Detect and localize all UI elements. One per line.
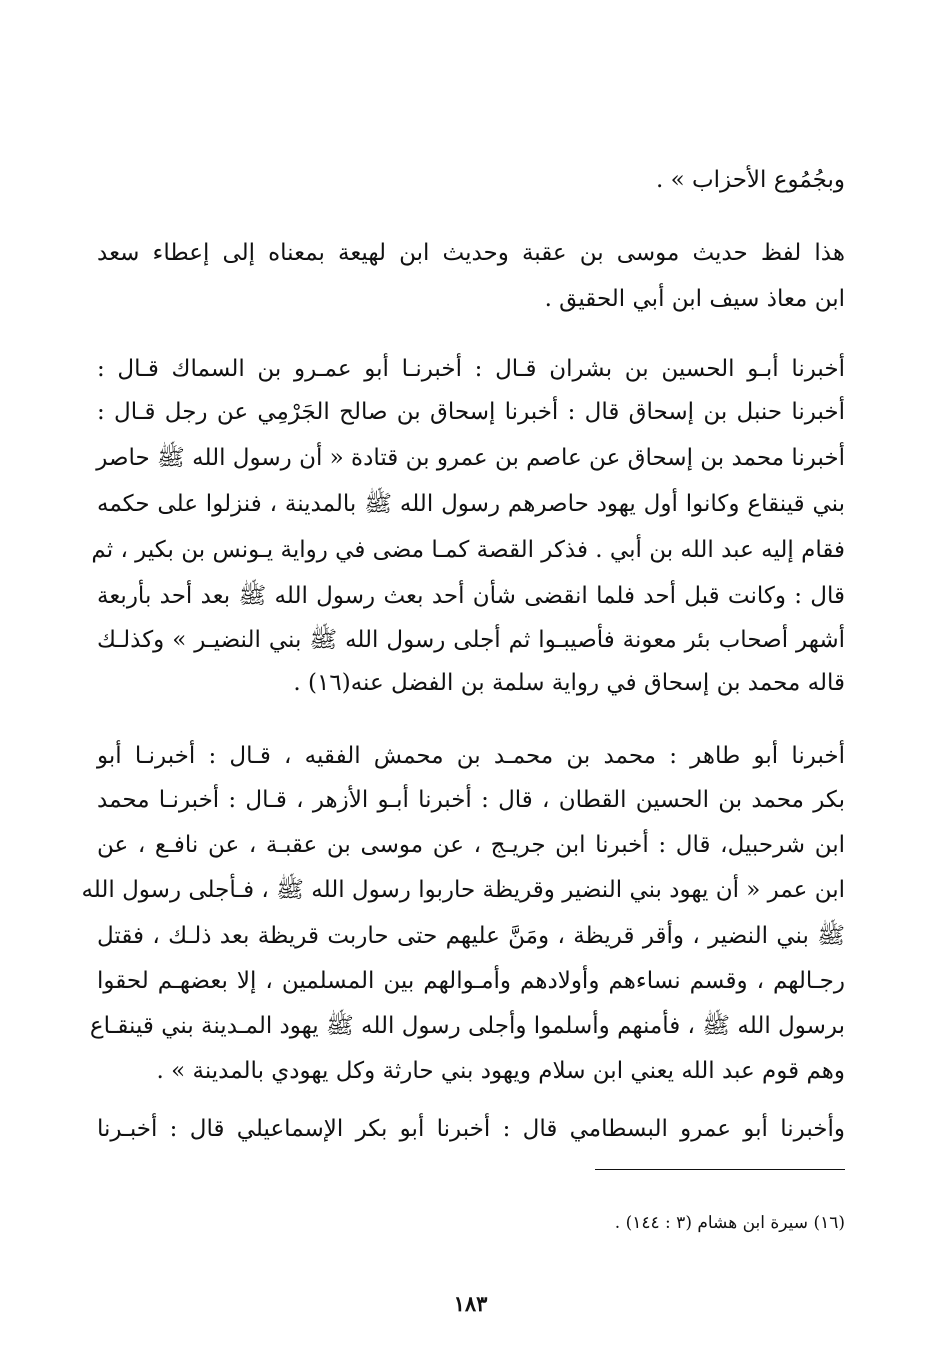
text-line: ابن عمر « أن يهود بني النضير وقريظة حاربوا رسول الله ﷺ ، فـأجلى رسول الله <box>81 877 845 903</box>
text-line: ﷺ بني النضير ، وأقر قريظة ، ومَنَّ عليهم حتى حاربت قريظة بعد ذلـك ، فقتل <box>97 923 845 949</box>
text-line: هذا لفظ حديث موسى بن عقبة وحديث ابن لهيعة بمعناه إلى إعطاء سعد <box>97 240 845 266</box>
text-line: ابن شرحبيل، قال : أخبرنا ابن جريـج ، عن موسى بن عقبـة ، عن نافـع ، عن <box>97 832 845 858</box>
page-number: ١٨٣ <box>453 1291 488 1316</box>
text-line: أخبرنا حنبل بن إسحاق قال : أخبرنا إسحاق بن صالح الجَرْمِي عن رجل قـال : <box>97 399 845 425</box>
text-line: قاله محمد بن إسحاق في رواية سلمة بن الفضل عنه(١٦) . <box>293 670 845 696</box>
text-line: قال : وكانت قبل أحد فلما انقضى شأن أحد بعث رسول الله ﷺ بعد أحد بأربعة <box>97 583 845 609</box>
text-line: رجـالهم ، وقسم نساءهم وأولادهم وأمـوالهم بين المسلمين ، إلا بعضهـم لحقوا <box>97 968 845 994</box>
text-line: أخبرنا محمد بن إسحاق عن عاصم بن عمرو بن قتادة « أن رسول الله ﷺ حاصر <box>96 445 845 471</box>
text-line: أخبرنا أبـو الحسين بن بشران قـال : أخبرنـا أبو عمـرو بن السماك قـال : <box>97 356 845 382</box>
text-line: وبجُمُوع الأحزاب » . <box>655 167 845 193</box>
text-line: برسول الله ﷺ ، فأمنهم وأسلموا وأجلى رسول الله ﷺ يهود المـدينة بني قينقـاع <box>89 1013 845 1039</box>
text-line: بني قينقاع وكانوا أول يهود حاصرهم رسول الله ﷺ بالمدينة ، فنزلوا على حكمه <box>97 491 845 517</box>
text-line: فقام إليه عبد الله بن أبي . فذكر القصة كمـا مضى في رواية يـونس بن بكير ، ثم <box>91 537 845 563</box>
text-line: بكر محمد بن الحسين القطان ، قال : أخبرنا أبـو الأزهر ، قـال : أخبرنـا محمد <box>97 787 845 813</box>
text-line: أخبرنا أبو طاهر : محمد بن محمـد بن محمش الفقيه ، قـال : أخبرنـا أبو <box>97 743 845 769</box>
footnote: (١٦) سيرة ابن هشام (٣ : ١٤٤) . <box>614 1213 845 1233</box>
footnote-divider <box>595 1169 845 1170</box>
text-line: أشهر أصحاب بئر معونة فأصيبـوا ثم أجلى رسول الله ﷺ بني النضيـر » وكذلـك <box>97 627 845 653</box>
text-line: وأخبرنا أبو عمرو البسطامي قال : أخبرنا أبو بكر الإسماعيلي قال : أخبـرنا <box>97 1116 845 1142</box>
text-line: وهم قوم عبد الله يعني ابن سلام ويهود بني حارثة وكل يهودي بالمدينة » . <box>156 1058 845 1084</box>
text-line: ابن معاذ سيف ابن أبي الحقيق . <box>544 286 845 312</box>
